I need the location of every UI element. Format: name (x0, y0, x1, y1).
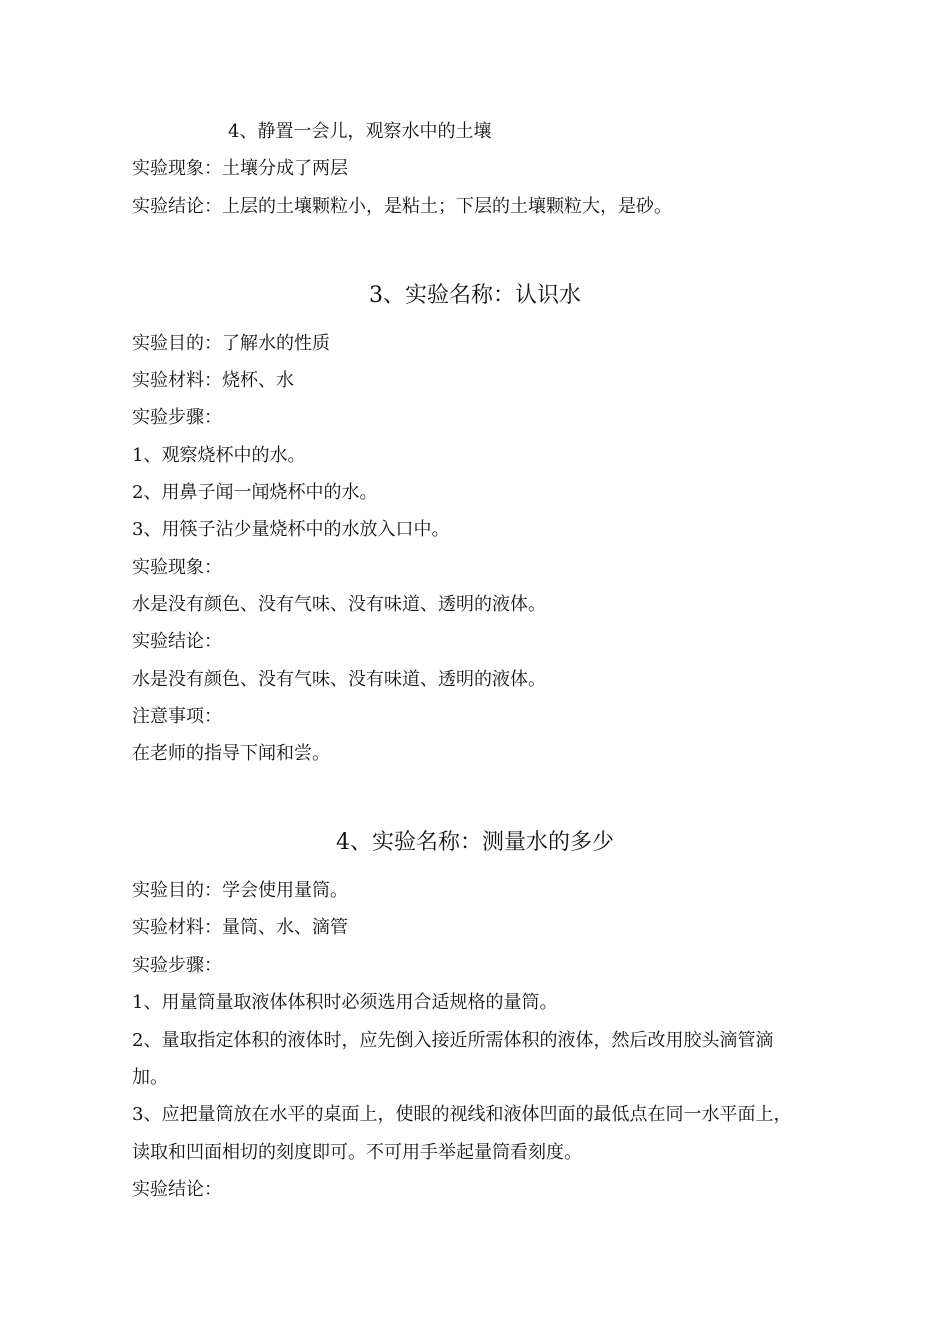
section4-step-2-line-2: 加。 (132, 1067, 168, 1088)
section3-phenomenon: 水是没有颜色、没有气味、没有味道、透明的液体。 (132, 594, 546, 615)
section3-step-2: 2、用鼻子闻一闻烧杯中的水。 (132, 482, 378, 503)
section3-step-3: 3、用筷子沾少量烧杯中的水放入口中。 (132, 519, 450, 540)
section4-materials: 实验材料：量筒、水、滴管 (132, 917, 348, 938)
section4-step-1: 1、用量筒量取液体体积时必须选用合适规格的量筒。 (132, 992, 558, 1013)
section3-steps-label: 实验步骤： (132, 407, 222, 428)
prev-step-4: 4、静置一会儿，观察水中的土壤 (228, 121, 492, 142)
section3-title: 3、实验名称：认识水 (369, 283, 581, 308)
section4-step-3-line-2: 读取和凹面相切的刻度即可。不可用手举起量筒看刻度。 (132, 1142, 582, 1163)
section3-phenomenon-label: 实验现象： (132, 557, 222, 578)
section3-notes: 在老师的指导下闻和尝。 (132, 743, 330, 764)
section4-conclusion-label: 实验结论： (132, 1179, 222, 1200)
prev-phenomenon: 实验现象：土壤分成了两层 (132, 158, 348, 179)
section3-conclusion: 水是没有颜色、没有气味、没有味道、透明的液体。 (132, 669, 546, 690)
section4-purpose: 实验目的：学会使用量筒。 (132, 880, 348, 901)
section3-conclusion-label: 实验结论： (132, 631, 222, 652)
section3-materials: 实验材料：烧杯、水 (132, 370, 294, 391)
section4-title: 4、实验名称：测量水的多少 (336, 830, 614, 855)
section3-step-1: 1、观察烧杯中的水。 (132, 445, 306, 466)
prev-conclusion: 实验结论：上层的土壤颗粒小，是粘土；下层的土壤颗粒大，是砂。 (132, 196, 672, 217)
section4-steps-label: 实验步骤： (132, 955, 222, 976)
section3-notes-label: 注意事项： (132, 706, 222, 727)
section4-step-2-line-1: 2、量取指定体积的液体时，应先倒入接近所需体积的液体，然后改用胶头滴管滴 (132, 1030, 774, 1051)
section3-purpose: 实验目的：了解水的性质 (132, 333, 330, 354)
section4-step-3-line-1: 3、应把量筒放在水平的桌面上，使眼的视线和液体凹面的最低点在同一水平面上， (132, 1104, 792, 1125)
